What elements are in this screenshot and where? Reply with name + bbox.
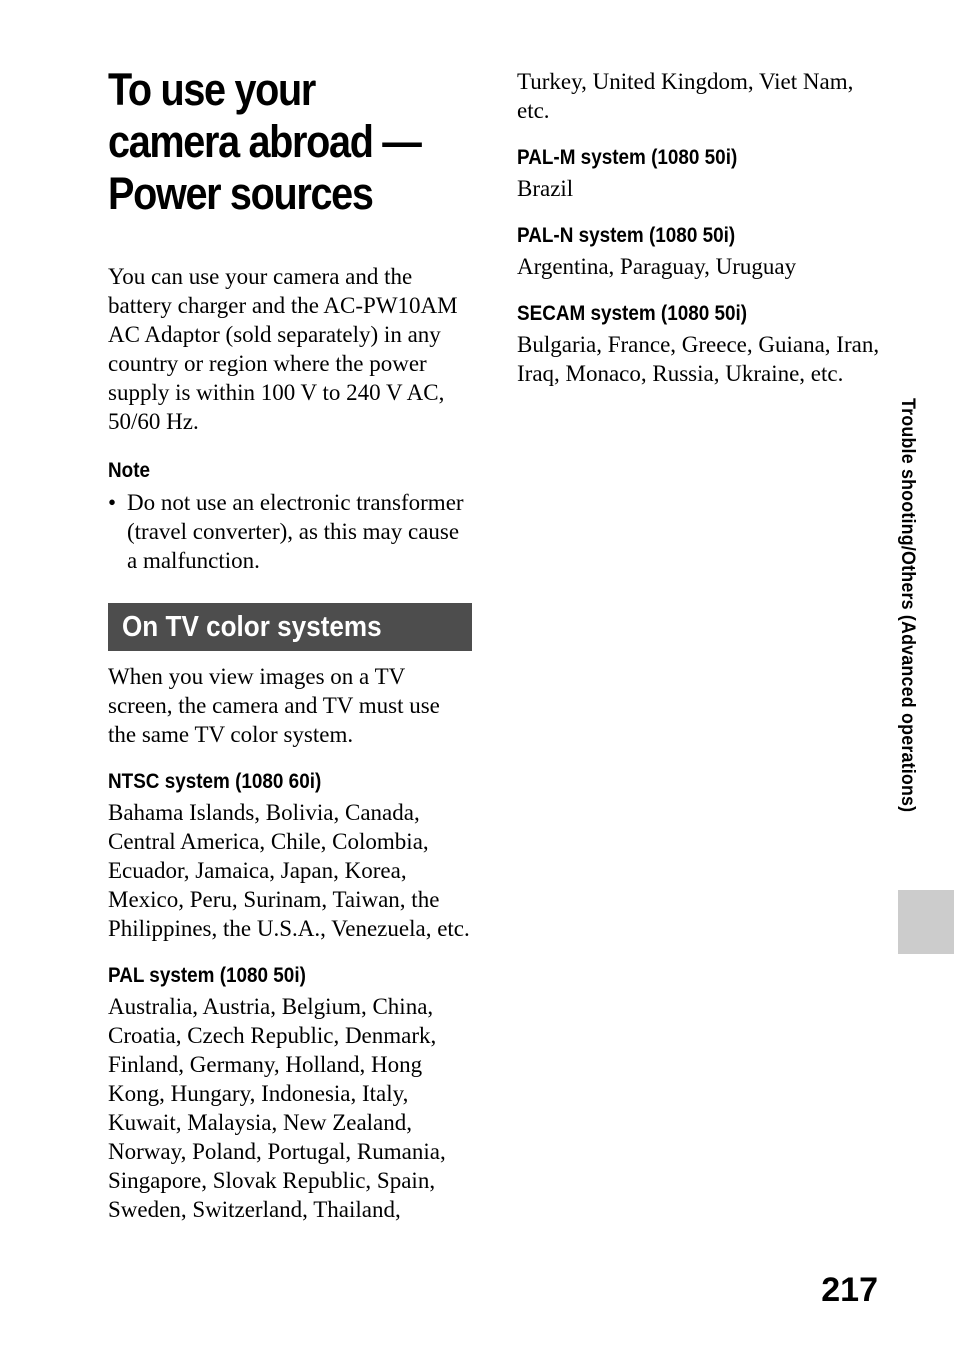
- left-column: [108, 262, 472, 1224]
- page-title: [108, 64, 442, 220]
- bullet-icon: •: [108, 490, 117, 515]
- page-title-line-2: camera abroad —: [108, 116, 421, 167]
- page-title-line-3: Power sources: [108, 168, 373, 219]
- note-heading: Note: [108, 459, 151, 482]
- system-heading-pal: PAL system (1080 50i): [108, 964, 306, 987]
- system-countries-pal-n: Argentina, Paraguay, Uruguay: [517, 254, 797, 279]
- system-countries-pal-continued: Turkey, United Kingdom, Viet Nam, etc.: [517, 69, 854, 123]
- section-heading: On TV color systems: [122, 610, 382, 643]
- section-heading-bar: [108, 603, 472, 651]
- note-bullet-text: Do not use an electronic transformer (travel converter), as this may cause a malfunction.: [127, 490, 464, 573]
- system-countries-pal: Australia, Austria, Belgium, China, Croatia, Czech Republic, Denmark, Finland, Germany, Holland, Hong Kong, Hungary, Indonesia, Italy, Kuwait, Malaysia, New Zealand, Norway, Poland, Portugal, Rumania, Singapore, Slovak Republic, Spain, Sweden, Switzerland, Thailand,: [108, 994, 446, 1222]
- system-heading-pal-n: PAL-N system (1080 50i): [517, 224, 736, 247]
- system-countries-secam: Bulgaria, France, Greece, Guiana, Iran, Iraq, Monaco, Russia, Ukraine, etc.: [517, 332, 880, 386]
- side-thumb-tab: [898, 890, 954, 954]
- intro-paragraph: You can use your camera and the battery charger and the AC-PW10AM AC Adaptor (sold separately) in any country or region where the power supply is within 100 V to 240 V AC, 50/60 Hz.: [108, 264, 458, 434]
- system-heading-pal-m: PAL-M system (1080 50i): [517, 146, 738, 169]
- side-section-label: Trouble shooting/Others (Advanced operations): [897, 398, 918, 813]
- right-column: [517, 67, 883, 388]
- system-heading-secam: SECAM system (1080 50i): [517, 302, 748, 325]
- note-bullet-item: [108, 488, 472, 575]
- section-intro-text: When you view images on a TV screen, the camera and TV must use the same TV color system.: [108, 664, 440, 747]
- page-title-line-1: To use your: [108, 64, 315, 115]
- system-countries-ntsc: Bahama Islands, Bolivia, Canada, Central America, Chile, Colombia, Ecuador, Jamaica, Japan, Korea, Mexico, Peru, Surinam, Taiwan, the Philippines, the U.S.A., Venezuela, etc.: [108, 800, 470, 941]
- system-countries-pal-m: Brazil: [517, 176, 574, 201]
- system-heading-ntsc: NTSC system (1080 60i): [108, 770, 322, 793]
- page-number: 217: [821, 1271, 878, 1309]
